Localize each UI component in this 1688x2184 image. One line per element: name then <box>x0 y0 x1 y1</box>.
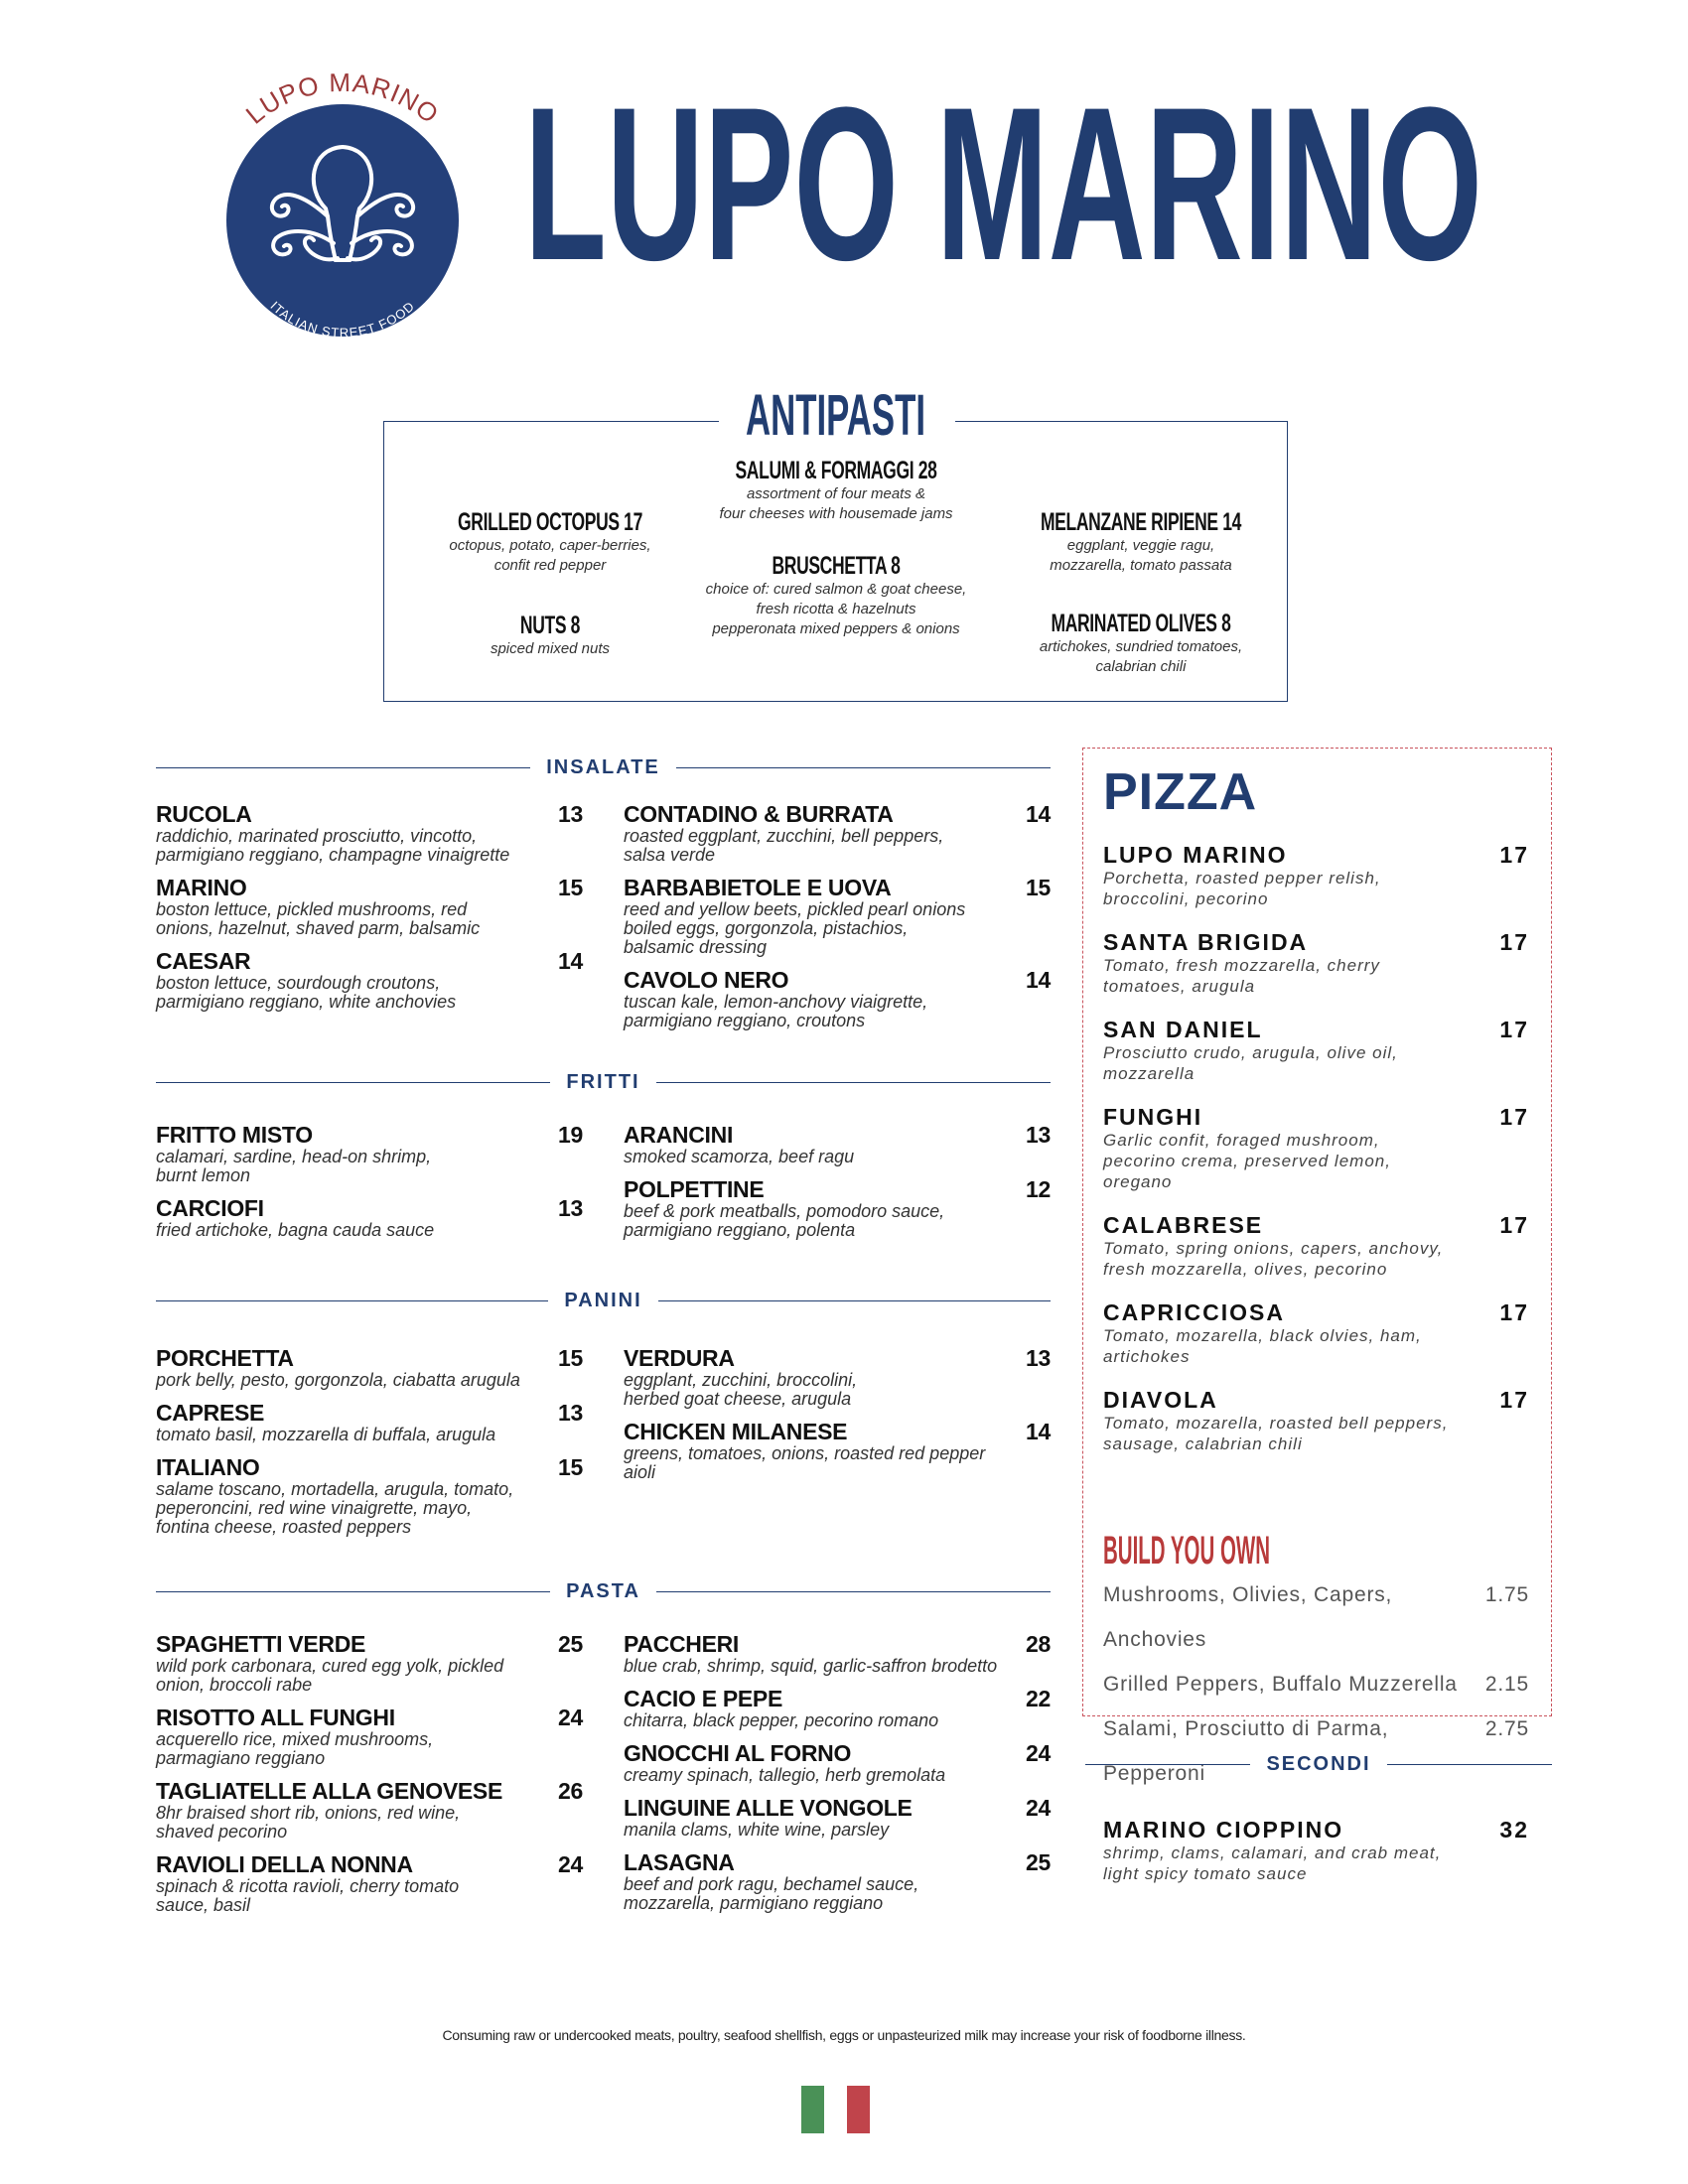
item-header <box>156 1122 583 1148</box>
item-header <box>1103 929 1529 955</box>
menu-item <box>624 1631 1051 1676</box>
item-header <box>156 1400 583 1426</box>
item-name: LASAGNA <box>624 1849 735 1875</box>
menu-item <box>156 801 583 865</box>
antipasti-title <box>740 383 933 448</box>
divider <box>1387 1764 1552 1765</box>
menu-item <box>156 1122 583 1185</box>
item-header <box>1103 1104 1529 1130</box>
item-header <box>624 1176 1051 1202</box>
item-name: SPAGHETTI VERDE <box>156 1631 366 1657</box>
item-price: 12 <box>1026 1176 1051 1202</box>
menu-item <box>156 875 583 938</box>
item-description: assortment of four meats & <box>746 485 926 502</box>
item-description: choice of: cured salmon & goat cheese, <box>705 581 967 598</box>
menu-item <box>1103 1387 1529 1454</box>
menu-item <box>1103 1817 1529 1884</box>
item-price: 22 <box>1026 1686 1051 1711</box>
item-header <box>156 1345 583 1371</box>
divider <box>1085 1764 1250 1765</box>
item-description: fried artichoke, bagna cauda sauce <box>156 1220 435 1240</box>
item-description: artichokes <box>1103 1347 1191 1366</box>
menu-item <box>624 875 1051 957</box>
item-price: 17 <box>1499 1017 1529 1042</box>
item-description: tomatoes, arugula <box>1103 977 1256 996</box>
svg-text:LUPO MARINO: LUPO MARINO <box>524 62 1482 306</box>
topping-price: 1.75 <box>1484 1583 1529 1606</box>
item-header <box>624 1686 1051 1711</box>
item-header <box>624 1849 1051 1875</box>
menu-item <box>156 1454 583 1537</box>
section-title: FRITTI <box>566 1070 640 1093</box>
divider <box>656 1082 1051 1083</box>
section-header-panini <box>156 1288 1051 1313</box>
item-name: CAVOLO NERO <box>624 967 789 993</box>
menu-item <box>1103 1299 1529 1367</box>
item-description: aioli <box>624 1462 656 1482</box>
item-description: balsamic dressing <box>624 937 768 957</box>
item-description: sausage, calabrian chili <box>1103 1434 1303 1453</box>
item-name: TAGLIATELLE ALLA GENOVESE <box>156 1778 503 1804</box>
logo-arc-top: LUPO MARINO <box>239 67 445 130</box>
item-header <box>1103 1212 1529 1238</box>
item-description: chitarra, black pepper, pecorino romano <box>624 1710 939 1730</box>
item-header <box>624 1795 1051 1821</box>
menu-item <box>624 801 1051 865</box>
menu-item <box>156 1195 583 1240</box>
item-description: pepperonata mixed peppers & onions <box>712 620 960 637</box>
item-name: CALABRESE <box>1103 1212 1264 1238</box>
item-name: BRUSCHETTA 8 <box>772 552 901 580</box>
item-header <box>624 1122 1051 1148</box>
pizza-list <box>1103 842 1529 1474</box>
topping-price: 2.15 <box>1484 1673 1529 1696</box>
item-name: MARINO CIOPPINO <box>1103 1817 1344 1843</box>
item-price: 13 <box>558 801 583 827</box>
item-price: 19 <box>558 1122 583 1148</box>
item-name: CAPRESE <box>156 1400 265 1426</box>
item-description: parmigiano reggiano, polenta <box>624 1220 856 1240</box>
menu-item <box>156 1400 583 1444</box>
item-description: 8hr braised short rib, onions, red wine, <box>156 1803 461 1823</box>
item-price: 17 <box>1499 929 1529 955</box>
menu-item <box>624 967 1051 1030</box>
item-price: 15 <box>558 875 583 900</box>
section-title: PANINI <box>564 1289 642 1311</box>
item-name: MELANZANE RIPIENE 14 <box>1040 508 1242 536</box>
item-description: Tomato, fresh mozzarella, cherry <box>1103 956 1380 975</box>
item-description: eggplant, veggie ragu, <box>1066 537 1215 554</box>
divider <box>156 1300 548 1301</box>
topping-row <box>1103 1662 1529 1706</box>
item-name: ITALIANO <box>156 1454 260 1480</box>
item-name: NUTS 8 <box>519 612 581 639</box>
item-price: 13 <box>1026 1345 1051 1371</box>
item-description: four cheeses with housemade jams <box>719 505 953 522</box>
item-description: reed and yellow beets, pickled pearl onions <box>624 899 966 919</box>
item-name: LINGUINE ALLE VONGOLE <box>624 1795 913 1821</box>
section-header-secondi <box>1085 1751 1552 1777</box>
divider <box>658 1300 1051 1301</box>
topping-row <box>1103 1572 1529 1662</box>
item-description: blue crab, shrimp, squid, garlic-saffron brodetto <box>624 1656 998 1676</box>
item-name: DIAVOLA <box>1103 1387 1218 1413</box>
item-description: sauce, basil <box>156 1895 251 1915</box>
item-description: salame toscano, mortadella, arugula, tomato, <box>156 1479 514 1499</box>
item-description: Tomato, spring onions, capers, anchovy, <box>1103 1239 1444 1258</box>
item-price: 28 <box>1026 1631 1051 1657</box>
build-your-own-title <box>1100 1527 1279 1570</box>
divider <box>156 1082 550 1083</box>
item-name: CARCIOFI <box>156 1195 264 1221</box>
logo <box>199 50 477 338</box>
item-description: eggplant, zucchini, broccolini, <box>624 1370 858 1390</box>
divider <box>156 767 530 768</box>
menu-column-right <box>624 1122 1051 1250</box>
item-description: wild pork carbonara, cured egg yolk, pickled <box>156 1656 504 1676</box>
topping-label: Mushrooms, Olivies, Capers, Anchovies <box>1103 1583 1393 1651</box>
item-header <box>1103 1387 1529 1413</box>
item-description: broccolini, pecorino <box>1103 889 1269 908</box>
item-description: parmigiano reggiano, croutons <box>624 1011 866 1030</box>
item-header <box>624 967 1051 993</box>
item-name: VERDURA <box>624 1345 735 1371</box>
topping-label: Salami, Prosciutto di Parma, Pepperoni <box>1103 1717 1389 1785</box>
section-title: SECONDI <box>1266 1752 1371 1775</box>
item-description: pork belly, pesto, gorgonzola, ciabatta arugula <box>156 1370 520 1390</box>
item-price: 15 <box>558 1454 583 1480</box>
menu-item <box>1103 1104 1529 1192</box>
item-header <box>1103 842 1529 868</box>
menu-item <box>624 1122 1051 1166</box>
item-name: SANTA BRIGIDA <box>1103 929 1309 955</box>
item-description: mozzarella, parmigiano reggiano <box>624 1893 884 1913</box>
item-description: Porchetta, roasted pepper relish, <box>1103 869 1381 887</box>
item-description: onion, broccoli rabe <box>156 1675 313 1695</box>
svg-text:BUILD YOU OWN: BUILD YOU OWN <box>1103 1529 1270 1572</box>
menu-item <box>1103 1017 1529 1084</box>
item-name: GRILLED OCTOPUS 17 <box>458 508 642 536</box>
item-description: tomato basil, mozzarella di buffala, arugula <box>156 1425 496 1444</box>
section-header-insalate <box>156 754 1051 780</box>
item-price: 13 <box>558 1195 583 1221</box>
item-description: roasted eggplant, zucchini, bell peppers, <box>624 826 944 846</box>
item-description: Tomato, mozarella, black olvies, ham, <box>1103 1326 1422 1345</box>
item-description: boston lettuce, sourdough croutons, <box>156 973 441 993</box>
section-title: INSALATE <box>546 755 660 778</box>
topping-label: Grilled Peppers, Buffalo Muzzerella <box>1103 1673 1458 1696</box>
item-description: boiled eggs, gorgonzola, pistachios, <box>624 918 909 938</box>
item-price: 17 <box>1499 1387 1529 1413</box>
menu-column-left <box>156 1122 583 1250</box>
item-name: SAN DANIEL <box>1103 1017 1263 1042</box>
item-description: pecorino crema, preserved lemon, <box>1103 1152 1391 1170</box>
item-description: burnt lemon <box>156 1165 251 1185</box>
item-header <box>1103 1299 1529 1325</box>
item-price: 17 <box>1499 1212 1529 1238</box>
item-name: FRITTO MISTO <box>156 1122 313 1148</box>
item-description: oregano <box>1103 1172 1173 1191</box>
menu-item <box>1103 1212 1529 1280</box>
item-price: 24 <box>1026 1795 1051 1821</box>
item-price: 15 <box>558 1345 583 1371</box>
menu-item <box>624 1740 1051 1785</box>
item-description: raddichio, marinated prosciutto, vincotto, <box>156 826 478 846</box>
item-description: mozzarella <box>1103 1064 1196 1083</box>
item-description: fresh ricotta & hazelnuts <box>756 601 916 617</box>
item-description: boston lettuce, pickled mushrooms, red <box>156 899 468 919</box>
item-name: MARINATED OLIVES 8 <box>1051 610 1231 637</box>
item-price: 24 <box>558 1705 583 1730</box>
item-header <box>1103 1017 1529 1042</box>
item-header <box>156 1195 583 1221</box>
item-description: fontina cheese, roasted peppers <box>156 1517 412 1537</box>
antipasti-item <box>972 610 1310 677</box>
item-description: light spicy tomato sauce <box>1103 1864 1308 1883</box>
page-title <box>516 62 1499 306</box>
item-header <box>156 1631 583 1657</box>
item-price: 14 <box>1026 967 1051 993</box>
item-name: CHICKEN MILANESE <box>624 1419 848 1444</box>
menu-item <box>1103 929 1529 997</box>
item-price: 17 <box>1499 1104 1529 1130</box>
item-price: 15 <box>1026 875 1051 900</box>
antipasti-item <box>972 508 1310 576</box>
divider <box>676 767 1051 768</box>
item-description: tuscan kale, lemon-anchovy viaigrette, <box>624 992 928 1012</box>
item-description: octopus, potato, caper-berries, <box>449 537 651 554</box>
menu-column-left <box>156 1345 583 1547</box>
item-header <box>624 1345 1051 1371</box>
item-price: 17 <box>1499 1299 1529 1325</box>
item-name: RUCOLA <box>156 801 252 827</box>
item-description: parmigiano reggiano, champagne vinaigrette <box>156 845 510 865</box>
secondi-list <box>1103 1817 1529 1904</box>
item-name: PACCHERI <box>624 1631 740 1657</box>
menu-item <box>156 948 583 1012</box>
item-description: greens, tomatoes, onions, roasted red pepper <box>624 1443 986 1463</box>
section-title: PASTA <box>566 1579 640 1602</box>
menu-item <box>156 1345 583 1390</box>
italian-flag-icon <box>801 2086 870 2133</box>
menu-item <box>1103 842 1529 909</box>
item-name: LUPO MARINO <box>1103 842 1288 868</box>
item-description: Tomato, mozarella, roasted bell peppers, <box>1103 1414 1449 1433</box>
item-description: onions, hazelnut, shaved parm, balsamic <box>156 918 481 938</box>
item-description: spinach & ricotta ravioli, cherry tomato <box>156 1876 460 1896</box>
item-name: RISOTTO ALL FUNGHI <box>156 1705 395 1730</box>
item-description: beef & pork meatballs, pomodoro sauce, <box>624 1201 945 1221</box>
item-name: FUNGHI <box>1103 1104 1203 1130</box>
divider <box>656 1591 1051 1592</box>
item-description: spiced mixed nuts <box>490 640 611 657</box>
item-description: smoked scamorza, beef ragu <box>624 1147 855 1166</box>
item-price: 26 <box>558 1778 583 1804</box>
item-price: 13 <box>558 1400 583 1426</box>
item-price: 14 <box>1026 1419 1051 1444</box>
item-header <box>156 1778 583 1804</box>
menu-item <box>156 1851 583 1915</box>
item-description: salsa verde <box>624 845 716 865</box>
item-description: fresh mozzarella, olives, pecorino <box>1103 1260 1388 1279</box>
menu-item <box>624 1419 1051 1482</box>
logo-arc-bottom: ITALIAN STREET FOOD <box>267 298 418 338</box>
menu-item <box>156 1631 583 1695</box>
item-name: CAPRICCIOSA <box>1103 1299 1286 1325</box>
divider <box>156 1591 550 1592</box>
item-description: Garlic confit, foraged mushroom, <box>1103 1131 1380 1150</box>
item-price: 14 <box>1026 801 1051 827</box>
item-header <box>624 801 1051 827</box>
item-price: 25 <box>558 1631 583 1657</box>
item-name: CACIO E PEPE <box>624 1686 782 1711</box>
item-description: confit red pepper <box>493 557 607 574</box>
item-name: CONTADINO & BURRATA <box>624 801 894 827</box>
item-description: creamy spinach, tallegio, herb gremolata <box>624 1765 946 1785</box>
menu-column-left <box>156 801 583 1022</box>
item-description: shaved pecorino <box>156 1822 288 1842</box>
topping-price: 2.75 <box>1484 1717 1529 1740</box>
item-description: herbed goat cheese, arugula <box>624 1389 852 1409</box>
item-price: 13 <box>1026 1122 1051 1148</box>
item-header <box>624 875 1051 900</box>
menu-item <box>156 1778 583 1842</box>
item-header <box>156 1454 583 1480</box>
svg-text:ANTIPASTI: ANTIPASTI <box>746 383 925 448</box>
item-header <box>156 948 583 974</box>
item-description: artichokes, sundried tomatoes, <box>1039 638 1243 655</box>
divider <box>955 421 1288 422</box>
section-header-pasta <box>156 1578 1051 1604</box>
item-header <box>156 1705 583 1730</box>
menu-column-left <box>156 1631 583 1925</box>
item-price: 17 <box>1499 842 1529 868</box>
allergy-disclaimer: Consuming raw or undercooked meats, poultry, seafood shellfish, eggs or unpasteurized milk may increase your risk of foodborne illness. <box>442 2027 1246 2043</box>
menu-column-right <box>624 1631 1051 1923</box>
item-header <box>624 1419 1051 1444</box>
menu-column-right <box>624 801 1051 1040</box>
item-price: 24 <box>558 1851 583 1877</box>
item-name: BARBABIETOLE E UOVA <box>624 875 892 900</box>
item-header <box>624 1631 1051 1657</box>
item-name: MARINO <box>156 875 247 900</box>
item-description: beef and pork ragu, bechamel sauce, <box>624 1874 919 1894</box>
item-price: 24 <box>1026 1740 1051 1766</box>
item-name: RAVIOLI DELLA NONNA <box>156 1851 413 1877</box>
item-description: calamari, sardine, head-on shrimp, <box>156 1147 432 1166</box>
item-price: 32 <box>1499 1817 1529 1843</box>
menu-item <box>624 1849 1051 1913</box>
item-header <box>156 875 583 900</box>
logo-circle <box>226 104 459 337</box>
item-name: CAESAR <box>156 948 251 974</box>
item-description: shrimp, clams, calamari, and crab meat, <box>1103 1843 1442 1862</box>
menu-item <box>624 1686 1051 1730</box>
item-description: mozzarella, tomato passata <box>1050 557 1232 574</box>
menu-item <box>624 1795 1051 1840</box>
menu-item <box>156 1705 583 1768</box>
item-name: GNOCCHI AL FORNO <box>624 1740 852 1766</box>
menu-column-right <box>624 1345 1051 1492</box>
item-header <box>624 1740 1051 1766</box>
item-header <box>156 1851 583 1877</box>
item-header <box>156 801 583 827</box>
menu-item <box>624 1176 1051 1240</box>
item-description: peperoncini, red wine vinaigrette, mayo, <box>156 1498 473 1518</box>
item-price: 25 <box>1026 1849 1051 1875</box>
item-name: PORCHETTA <box>156 1345 294 1371</box>
item-description: parmagiano reggiano <box>156 1748 326 1768</box>
item-header <box>1103 1817 1529 1843</box>
menu-item <box>624 1345 1051 1409</box>
item-description: Prosciutto crudo, arugula, olive oil, <box>1103 1043 1398 1062</box>
section-header-fritti <box>156 1069 1051 1095</box>
antipasti-item <box>381 612 719 659</box>
item-price: 14 <box>558 948 583 974</box>
item-name: SALUMI & FORMAGGI 28 <box>735 457 937 484</box>
item-description: parmigiano reggiano, white anchovies <box>156 992 457 1012</box>
item-description: acquerello rice, mixed mushrooms, <box>156 1729 434 1749</box>
item-name: POLPETTINE <box>624 1176 765 1202</box>
item-name: ARANCINI <box>624 1122 734 1148</box>
item-description: calabrian chili <box>1095 658 1187 675</box>
pizza-title: PIZZA <box>1103 763 1258 821</box>
divider <box>383 421 719 422</box>
item-description: manila clams, white wine, parsley <box>624 1820 890 1840</box>
